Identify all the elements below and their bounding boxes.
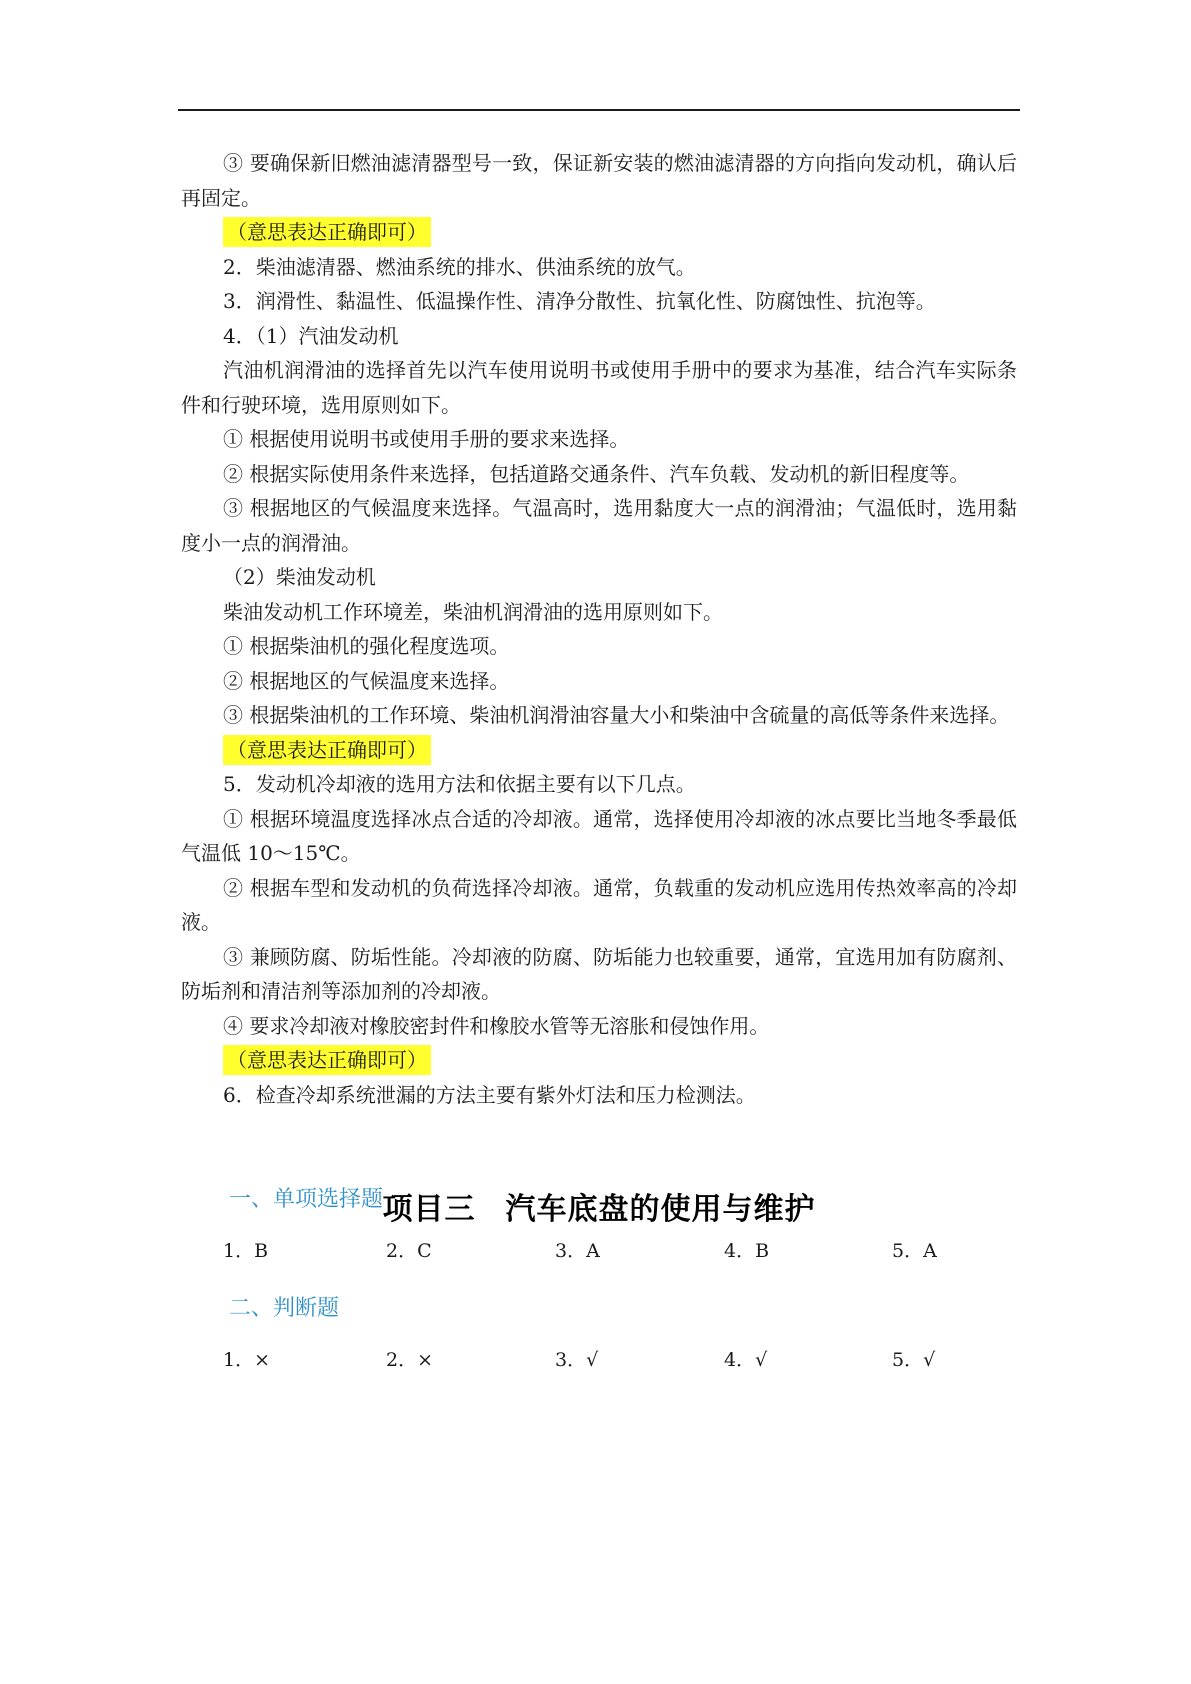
answer-item: 3．A	[555, 1240, 600, 1262]
true-false-answers	[223, 1345, 1017, 1375]
highlighted-note: （意思表达正确即可）	[223, 217, 431, 247]
answer-text-block	[181, 146, 1017, 1112]
single-choice-answers	[223, 1236, 1017, 1266]
project-title-text: 汽车底盘的使用与维护	[505, 1192, 816, 1227]
page-content	[181, 146, 1017, 1371]
answer-item: 4．B	[724, 1240, 770, 1262]
answer-item: 2．C	[386, 1240, 432, 1262]
paragraph: ② 根据实际使用条件来选择，包括道路交通条件、汽车负载、发动机的新旧程度等。	[223, 461, 970, 486]
section-heading-true-false: 二、判断题	[229, 1296, 340, 1321]
project-title-number: 项目三	[382, 1192, 476, 1227]
paragraph: 4．（1）汽油发动机	[223, 323, 399, 348]
paragraph: 柴油发动机工作环境差，柴油机润滑油的选用原则如下。	[223, 599, 723, 624]
paragraph: ① 根据柴油机的强化程度选项。	[223, 634, 510, 658]
paragraph: 汽油机润滑油的选择首先以汽车使用说明书或使用手册中的要求为基准，结合汽车实际条件和行驶环境，选用原则如下。	[181, 358, 1017, 417]
answer-item: 4．√	[724, 1349, 768, 1371]
answer-item: 3．√	[555, 1349, 599, 1371]
paragraph: ③ 兼顾防腐、防垢性能。冷却液的防腐、防垢能力也较重要，通常，宜选用加有防腐剂、防垢剂和清洁剂等添加剂的冷却液。	[181, 944, 1017, 1003]
section-heading-single-choice: 一、单项选择题	[229, 1187, 384, 1212]
highlighted-note: （意思表达正确即可）	[223, 735, 431, 765]
header-rule	[178, 109, 1020, 111]
grading-note	[181, 215, 1017, 250]
paragraph: ③ 要确保新旧燃油滤清器型号一致，保证新安装的燃油滤清器的方向指向发动机，确认后再固定。	[181, 151, 1017, 210]
paragraph: ④ 要求冷却液对橡胶密封件和橡胶水管等无溶胀和侵蚀作用。	[223, 1013, 770, 1038]
answer-item: 2．×	[386, 1349, 434, 1371]
paragraph: 5．发动机冷却液的选用方法和依据主要有以下几点。	[223, 772, 696, 796]
grading-note	[181, 733, 1017, 768]
answer-item: 1．B	[223, 1240, 269, 1262]
answer-item: 1．×	[223, 1349, 271, 1371]
paragraph: 3．润滑性、黏温性、低温操作性、清净分散性、抗氧化性、防腐蚀性、抗泡等。	[223, 289, 936, 313]
paragraph: （2）柴油发动机	[223, 565, 376, 589]
paragraph: ③ 根据柴油机的工作环境、柴油机润滑油容量大小和柴油中含硫量的高低等条件来选择。	[223, 703, 1010, 727]
paragraph: ② 根据车型和发动机的负荷选择冷却液。通常，负载重的发动机应选用传热效率高的冷却液。	[181, 875, 1017, 934]
paragraph: ② 根据地区的气候温度来选择。	[223, 668, 510, 693]
paragraph: ③ 根据地区的气候温度来选择。气温高时，选用黏度大一点的润滑油；气温低时，选用黏度小一点的润滑油。	[181, 496, 1017, 555]
paragraph: ① 根据使用说明书或使用手册的要求来选择。	[223, 427, 630, 451]
paragraph: 2．柴油滤清器、燃油系统的排水、供油系统的放气。	[223, 254, 696, 279]
grading-note	[181, 1043, 1017, 1078]
answer-item: 5．A	[892, 1240, 937, 1262]
highlighted-note: （意思表达正确即可）	[223, 1045, 431, 1075]
paragraph: ① 根据环境温度选择冰点合适的冷却液。通常，选择使用冷却液的冰点要比当地冬季最低气温低 10～15℃。	[181, 806, 1017, 865]
paragraph: 6．检查冷却系统泄漏的方法主要有紫外灯法和压力检测法。	[223, 1082, 756, 1107]
answer-item: 5．√	[892, 1349, 936, 1371]
